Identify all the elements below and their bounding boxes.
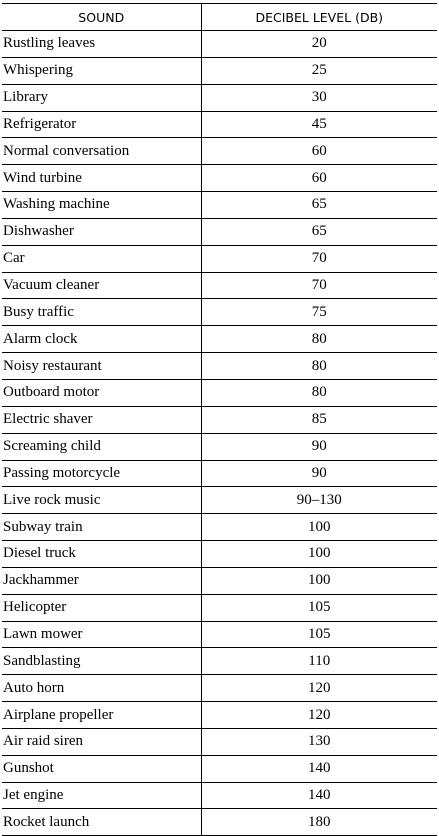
decibel-level-cell: 85: [201, 406, 437, 433]
table-row: [2, 567, 437, 594]
sound-cell: Noisy restaurant: [2, 353, 201, 380]
decibel-level-cell: 80: [201, 326, 437, 353]
table-row: [2, 138, 437, 165]
decibel-level-cell: 90: [201, 433, 437, 460]
table-row: [2, 675, 437, 702]
sound-cell: Electric shaver: [2, 406, 201, 433]
decibel-level-cell: 180: [201, 809, 437, 836]
table-row: [2, 165, 437, 192]
table-row: [2, 299, 437, 326]
sound-cell: Outboard motor: [2, 379, 201, 406]
sound-cell: Library: [2, 84, 201, 111]
decibel-level-cell: 60: [201, 138, 437, 165]
sound-cell: Lawn mower: [2, 621, 201, 648]
sound-cell: Auto horn: [2, 675, 201, 702]
decibel-levels-table: [2, 3, 437, 836]
sound-cell: Sandblasting: [2, 648, 201, 675]
decibel-level-cell: 80: [201, 353, 437, 380]
decibel-level-cell: 100: [201, 541, 437, 568]
table-row: [2, 31, 437, 58]
table-row: [2, 487, 437, 514]
decibel-level-cell: 100: [201, 567, 437, 594]
decibel-level-cell: 140: [201, 755, 437, 782]
table-row: [2, 809, 437, 836]
sound-cell: Refrigerator: [2, 111, 201, 138]
decibel-level-cell: 20: [201, 31, 437, 58]
decibel-level-cell: 130: [201, 728, 437, 755]
decibel-level-cell: 90–130: [201, 487, 437, 514]
table-row: [2, 379, 437, 406]
table-row: [2, 460, 437, 487]
table-row: [2, 755, 437, 782]
sound-cell: Screaming child: [2, 433, 201, 460]
table-row: [2, 218, 437, 245]
sound-cell: Rocket launch: [2, 809, 201, 836]
table-row: [2, 728, 437, 755]
table-row: [2, 84, 437, 111]
table-row: [2, 111, 437, 138]
table-row: [2, 326, 437, 353]
decibel-level-cell: 90: [201, 460, 437, 487]
table-row: [2, 272, 437, 299]
decibel-level-cell: 80: [201, 379, 437, 406]
table-row: [2, 594, 437, 621]
sound-cell: Airplane propeller: [2, 702, 201, 729]
decibel-level-cell: 65: [201, 192, 437, 219]
decibel-level-cell: 30: [201, 84, 437, 111]
sound-cell: Live rock music: [2, 487, 201, 514]
table-body: [2, 31, 437, 836]
decibel-level-cell: 120: [201, 675, 437, 702]
table-row: [2, 433, 437, 460]
table-header: [2, 4, 437, 31]
decibel-level-cell: 100: [201, 514, 437, 541]
decibel-level-cell: 140: [201, 782, 437, 809]
sound-cell: Wind turbine: [2, 165, 201, 192]
sound-cell: Normal conversation: [2, 138, 201, 165]
decibel-level-cell: 70: [201, 272, 437, 299]
decibel-level-cell: 105: [201, 594, 437, 621]
decibel-level-cell: 25: [201, 57, 437, 84]
table-row: [2, 245, 437, 272]
table-row: [2, 57, 437, 84]
sound-cell: Jackhammer: [2, 567, 201, 594]
column-header-sound: SOUND: [2, 4, 201, 31]
sound-cell: Busy traffic: [2, 299, 201, 326]
decibel-level-cell: 105: [201, 621, 437, 648]
table-row: [2, 782, 437, 809]
sound-cell: Alarm clock: [2, 326, 201, 353]
sound-cell: Washing machine: [2, 192, 201, 219]
decibel-level-cell: 65: [201, 218, 437, 245]
decibel-level-cell: 110: [201, 648, 437, 675]
sound-cell: Rustling leaves: [2, 31, 201, 58]
table-row: [2, 406, 437, 433]
sound-cell: Gunshot: [2, 755, 201, 782]
sound-cell: Jet engine: [2, 782, 201, 809]
column-header-decibel-level: DECIBEL LEVEL (DB): [201, 4, 437, 31]
sound-cell: Car: [2, 245, 201, 272]
table-row: [2, 541, 437, 568]
table-row: [2, 702, 437, 729]
table-row: [2, 353, 437, 380]
sound-cell: Diesel truck: [2, 541, 201, 568]
sound-cell: Vacuum cleaner: [2, 272, 201, 299]
table-row: [2, 621, 437, 648]
decibel-level-cell: 45: [201, 111, 437, 138]
sound-cell: Subway train: [2, 514, 201, 541]
sound-cell: Whispering: [2, 57, 201, 84]
sound-cell: Helicopter: [2, 594, 201, 621]
table-row: [2, 192, 437, 219]
sound-cell: Air raid siren: [2, 728, 201, 755]
decibel-level-cell: 60: [201, 165, 437, 192]
decibel-level-cell: 70: [201, 245, 437, 272]
sound-cell: Passing motorcycle: [2, 460, 201, 487]
table-row: [2, 648, 437, 675]
decibel-level-cell: 75: [201, 299, 437, 326]
decibel-level-cell: 120: [201, 702, 437, 729]
header-row: [2, 4, 437, 31]
table-row: [2, 514, 437, 541]
sound-cell: Dishwasher: [2, 218, 201, 245]
